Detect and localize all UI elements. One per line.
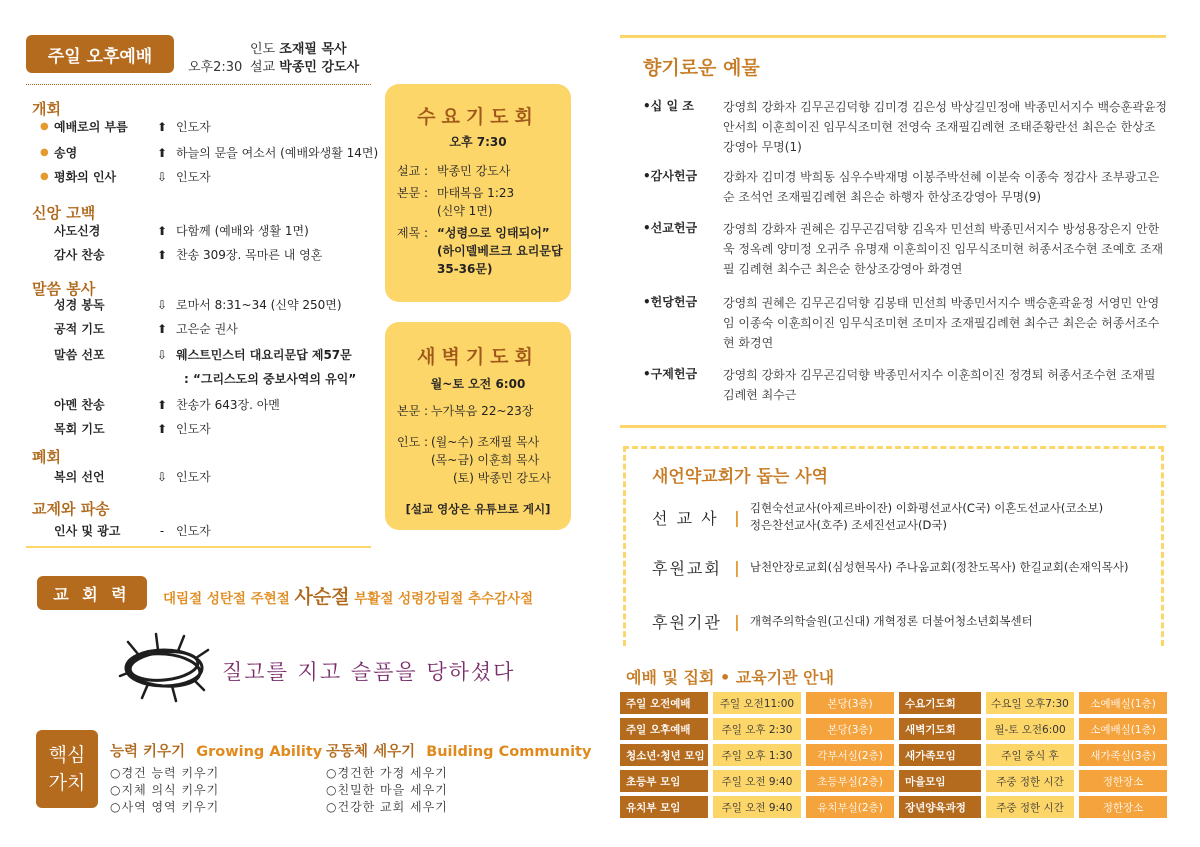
ability-item: ○사역 영역 키우기: [110, 800, 220, 814]
schedule-cell: 새가족실(3층): [1079, 744, 1167, 766]
order-item-name: 인사 및 광고: [54, 524, 121, 538]
schedule-cell: 주중 정한 시간: [986, 770, 1074, 792]
dawn-text-row: [397, 402, 571, 419]
order-item-mark-icon: ⇩: [156, 347, 168, 362]
schedule-cell: 장년양육과정: [899, 796, 981, 818]
offering-names: 강영희 강화자 김무곤김덕향 박종민서지수 이훈희이진 정경퇴 허종서조수현 조재필 김례현 최수근: [723, 368, 1156, 402]
order-item-name: 공적 기도: [54, 322, 105, 336]
order-item: [40, 118, 211, 135]
order-item-name: 목회 기도: [54, 422, 105, 436]
preacher-name: 박종민 강도사: [279, 60, 360, 75]
schedule-cell: 주일 오후 2:30: [713, 718, 801, 740]
order-item: [54, 468, 211, 485]
order-item: [54, 522, 211, 539]
order-item-name: 복의 선언: [54, 470, 105, 484]
calendar-seasons: [163, 582, 533, 609]
order-item-mark-icon: ⬆: [156, 321, 168, 336]
service-leader: [250, 38, 347, 57]
order-section-title: 신앙 고백: [32, 204, 96, 222]
order-item-name: 송영: [54, 146, 78, 160]
wednesday-row: [397, 242, 571, 260]
order-item: [54, 246, 322, 263]
wednesday-row-value: (하이델베르크 요리문답: [437, 244, 563, 258]
leader-name: 조재필 목사: [279, 42, 347, 57]
schedule-cell: 월-토 오전6:00: [986, 718, 1074, 740]
dawn-leader: (목~금) 이훈희 목사: [431, 453, 540, 467]
community-title: 공동체 세우기: [326, 744, 416, 760]
order-item-name: 아멘 찬송: [54, 398, 105, 412]
order-section-title: 말씀 봉사: [32, 280, 96, 298]
wednesday-details: [385, 150, 571, 278]
offering-names: 강영희 강화자 권혜은 김무곤김덕향 김옥자 민선희 박종민서지수 방성용장은지 안한욱 정옥례 양미정 오귀주 유명재 이훈희이진 임무식조미현 허종서조수현 조예호 조재필 김례현 최수근 최은순 한상조강영아 화경연: [723, 222, 1164, 276]
order-item-mark-icon: ⇩: [156, 169, 168, 184]
wednesday-row: [397, 260, 571, 278]
dawn-time: 월~토 오전 6:00: [430, 377, 526, 391]
wednesday-row: [397, 184, 571, 202]
order-item-value: 고은순 권사: [176, 322, 238, 336]
order-item-value: 인도자: [176, 120, 211, 134]
schedule-cell: 각부서실(2층): [806, 744, 894, 766]
wednesday-row-label: 제목 :: [397, 226, 429, 240]
mission-names: [750, 559, 1129, 576]
community-english: Building Community: [426, 744, 592, 760]
offering-label: •선교헌금: [643, 221, 698, 235]
dawn-text-label: 본문 :: [397, 404, 429, 418]
community-item: ○경건한 가정 세우기: [326, 766, 448, 780]
schedule-cell: 초등부 모임: [620, 770, 708, 792]
order-item: [54, 296, 342, 313]
schedule-cell: 청소년·청년 모임: [620, 744, 708, 766]
dawn-notice: [설교 영상은 유튜브로 게시]: [405, 502, 551, 516]
order-item-name: 예배로의 부름: [54, 120, 128, 134]
schedule-cell: 초등부실(2층): [806, 770, 894, 792]
wednesday-row: [397, 224, 571, 242]
current-season: 사순절: [294, 586, 350, 608]
mission-bar-icon: |: [734, 612, 740, 631]
mission-line: 김현숙선교사(아제르바이잔) 이화평선교사(C국) 이혼도선교사(코소보): [749, 501, 1104, 515]
schedule-cell: 수요일 오후7:30: [986, 692, 1074, 714]
order-section-title: 개회: [32, 100, 61, 118]
offering-names: 강영희 강화자 김무곤김덕향 김미경 김은성 박상길민정애 박종민서지수 백승훈곽윤정 안서희 이훈희이진 임무식조미현 전영숙 조재필김례현 조태준황란선 최은순 한상조 강영아 무명(1): [723, 100, 1168, 154]
order-item: [54, 420, 211, 437]
order-item-value: 인도자: [176, 524, 211, 538]
mission-label: 선 교 사: [652, 508, 719, 528]
dawn-title: 새벽기도회: [417, 346, 539, 368]
order-item-value: 찬송가 643장. 아멘: [176, 398, 280, 412]
mission-bar-icon: |: [734, 507, 740, 527]
wednesday-row-label: [397, 260, 437, 278]
mission-row: [652, 610, 1033, 633]
schedule-cell: 주일 오전예배: [620, 692, 708, 714]
schedule-cell: 주일 오후예배: [620, 718, 708, 740]
order-item-mark-icon: ⬆: [156, 247, 168, 262]
offering-label: •헌당헌금: [643, 295, 698, 309]
offering-bottom-rule: [620, 425, 1166, 428]
offering-row: [643, 293, 1168, 353]
offering-label: •십 일 조: [643, 99, 694, 113]
dawn-leader: (월~수) 조재필 목사: [431, 435, 540, 449]
order-item: [40, 144, 378, 161]
wednesday-row-label: [397, 242, 437, 260]
wednesday-row-label: 본문 :: [397, 186, 429, 200]
mission-line: 정은찬선교사(호주) 조세진선교사(D국): [749, 518, 947, 532]
order-item-value: 인도자: [176, 422, 211, 436]
schedule-cell: 유치부실(2층): [806, 796, 894, 818]
schedule-cell: 새벽기도회: [899, 718, 981, 740]
order-item-mark-icon: -: [159, 523, 165, 538]
order-bottom-divider: [26, 546, 371, 548]
wednesday-row-value: 마태복음 1:23: [437, 186, 515, 200]
bullet-dot-icon: ●: [40, 147, 49, 158]
order-item-value: 하늘의 문을 여소서 (예배와생활 14면): [176, 146, 379, 160]
mission-label: 후원기관: [652, 613, 722, 632]
community-item: ○건강한 교회 세우기: [326, 800, 448, 814]
seasons-before: 대림절 성탄절 주현절: [163, 591, 290, 607]
wednesday-row-label: 설교 :: [397, 164, 429, 178]
offering-names: 강화자 김미경 박희동 심우수박재명 이봉주박선혜 이분숙 이종숙 정감사 조부광고은순 조석언 조재필김례현 최은순 하행자 한상조강영아 무명(9): [723, 170, 1160, 204]
mission-bar-icon: |: [734, 558, 740, 577]
leader-label: 인도: [250, 42, 276, 57]
schedule-cell: 정한장소: [1079, 796, 1167, 818]
mission-names: [750, 613, 1033, 630]
dawn-lead-label: 인도 :: [397, 435, 429, 449]
header-divider: [26, 84, 371, 85]
schedule-cell: 주일 중식 후: [986, 744, 1074, 766]
mission-row: [652, 500, 1103, 534]
schedule-cell: 주일 오후 1:30: [713, 744, 801, 766]
order-item-value: : “그리스도의 중보사역의 유익”: [184, 372, 357, 386]
ability-item: ○지체 의식 키우기: [110, 783, 220, 797]
dawn-leader: (토) 박종민 강도사: [453, 471, 552, 485]
offering-top-rule: [620, 35, 1166, 38]
wednesday-row: [397, 162, 571, 180]
core-values-badge: [36, 730, 98, 808]
mission-names: [750, 500, 1103, 534]
ability-english: Growing Ability: [196, 744, 323, 760]
schedule-cell: 주일 오전 9:40: [713, 770, 801, 792]
offering-names: 강영희 권혜은 김무곤김덕향 김봉태 민선희 박종민서지수 백승훈곽윤정 서영민 안영임 이종숙 이훈희이진 임무식조미현 조미자 조재필김례현 최수근 최은순 허종서조수현 화경연: [723, 296, 1160, 350]
order-item-name: 말씀 선포: [54, 348, 105, 362]
order-item-value: 인도자: [176, 170, 211, 184]
order-item-name: 감사 찬송: [54, 248, 105, 262]
schedule-cell: 소예배실(1층): [1079, 692, 1167, 714]
order-item-mark-icon: ⬆: [156, 397, 168, 412]
seasons-after: 부활절 성령강림절 추수감사절: [354, 591, 534, 607]
service-title-badge: 주일 오후예배: [26, 35, 174, 73]
wednesday-row: [397, 202, 571, 220]
wednesday-prayer-box: [385, 84, 571, 302]
ability-item: ○경건 능력 키우기: [110, 766, 220, 780]
community-item: ○친밀한 마을 세우기: [326, 783, 448, 797]
mission-line: 남천안장로교회(심성현목사) 주나움교회(정찬도목사) 한길교회(손재익목사): [749, 560, 1129, 574]
order-item-mark-icon: ⬆: [156, 421, 168, 436]
offering-row: [643, 365, 1168, 405]
core-label-1: 핵심: [48, 744, 86, 766]
dawn-leaders: [397, 433, 571, 487]
offering-row: [643, 219, 1168, 279]
schedule-cell: 주일 오전11:00: [713, 692, 801, 714]
dawn-prayer-box: [385, 322, 571, 530]
schedule-cell: 본당(3층): [806, 718, 894, 740]
schedule-cell: 수요기도회: [899, 692, 981, 714]
dawn-text: 누가복음 22~23장: [431, 404, 534, 418]
order-section-title: 폐회: [32, 448, 61, 466]
offering-label: •구제헌금: [643, 367, 698, 381]
order-item: [54, 222, 309, 239]
order-item-mark-icon: ⬆: [156, 145, 168, 160]
schedule-title: 예배 및 집회 • 교육기관 안내: [626, 668, 835, 687]
order-item-mark-icon: ⇩: [156, 469, 168, 484]
offering-label: •감사헌금: [643, 169, 698, 183]
order-item-name: 성경 봉독: [54, 298, 105, 312]
order-item: [40, 168, 211, 185]
calendar-badge: 교 회 력: [37, 576, 147, 610]
service-time: 오후2:30: [188, 60, 243, 75]
order-item: [54, 346, 352, 363]
core-value-community: [326, 740, 591, 815]
wednesday-row-label: [397, 202, 437, 220]
offering-title: 향기로운 예물: [643, 57, 760, 79]
offering-row: [643, 97, 1168, 157]
order-item-value: 웨스트민스터 대요리문답 제57문: [176, 348, 352, 362]
core-value-ability: [110, 740, 322, 815]
schedule-table: [620, 692, 1167, 818]
order-item-mark-icon: ⬆: [156, 119, 168, 134]
mission-label: 후원교회: [652, 559, 722, 578]
schedule-cell: 정한장소: [1079, 770, 1167, 792]
order-item-value: 찬송 309장. 목마른 내 영혼: [176, 248, 323, 262]
core-label-2: 가치: [48, 772, 86, 794]
wednesday-time: 오후 7:30: [449, 135, 507, 149]
order-section-title: 교제와 파송: [32, 500, 110, 518]
order-item-name: 사도신경: [54, 224, 101, 238]
preacher-label: 설교: [250, 60, 276, 75]
wednesday-title: 수요기도회: [417, 106, 539, 128]
mission-row: [652, 556, 1128, 579]
schedule-cell: 본당(3층): [806, 692, 894, 714]
schedule-cell: 소예배실(1층): [1079, 718, 1167, 740]
order-item: [54, 396, 280, 413]
schedule-cell: 마을모임: [899, 770, 981, 792]
order-item-mark-icon: ⬆: [156, 223, 168, 238]
schedule-cell: 주중 정한 시간: [986, 796, 1074, 818]
offering-row: [643, 167, 1168, 207]
wednesday-row-value: “성령으로 잉태되어”: [437, 226, 550, 240]
calendar-phrase: 질고를 지고 슬픔을 당하셨다: [222, 660, 516, 684]
order-item-mark-icon: ⇩: [156, 297, 168, 312]
order-item: [54, 370, 356, 387]
order-item-value: 로마서 8:31~34 (신약 250면): [176, 298, 342, 312]
order-item-value: 인도자: [176, 470, 211, 484]
schedule-cell: 새가족모임: [899, 744, 981, 766]
bullet-dot-icon: ●: [40, 121, 49, 132]
order-item: [54, 320, 238, 337]
bullet-dot-icon: ●: [40, 171, 49, 182]
service-preacher: [250, 56, 359, 75]
schedule-cell: 유치부 모임: [620, 796, 708, 818]
mission-line: 개혁주의학술원(고신대) 개혁정론 더불어청소년회복센터: [749, 614, 1033, 628]
crown-of-thorns-icon: [118, 628, 210, 704]
wednesday-row-value: 35-36문): [437, 262, 493, 276]
mission-title: 새언약교회가 돕는 사역: [652, 467, 829, 487]
wednesday-row-value: (신약 1면): [437, 204, 493, 218]
ability-title: 능력 키우기: [110, 744, 186, 760]
order-item-name: 평화의 인사: [54, 170, 117, 184]
order-item-value: 다함께 (예배와 생활 1면): [176, 224, 309, 238]
schedule-cell: 주일 오전 9:40: [713, 796, 801, 818]
wednesday-row-value: 박종민 강도사: [437, 164, 511, 178]
